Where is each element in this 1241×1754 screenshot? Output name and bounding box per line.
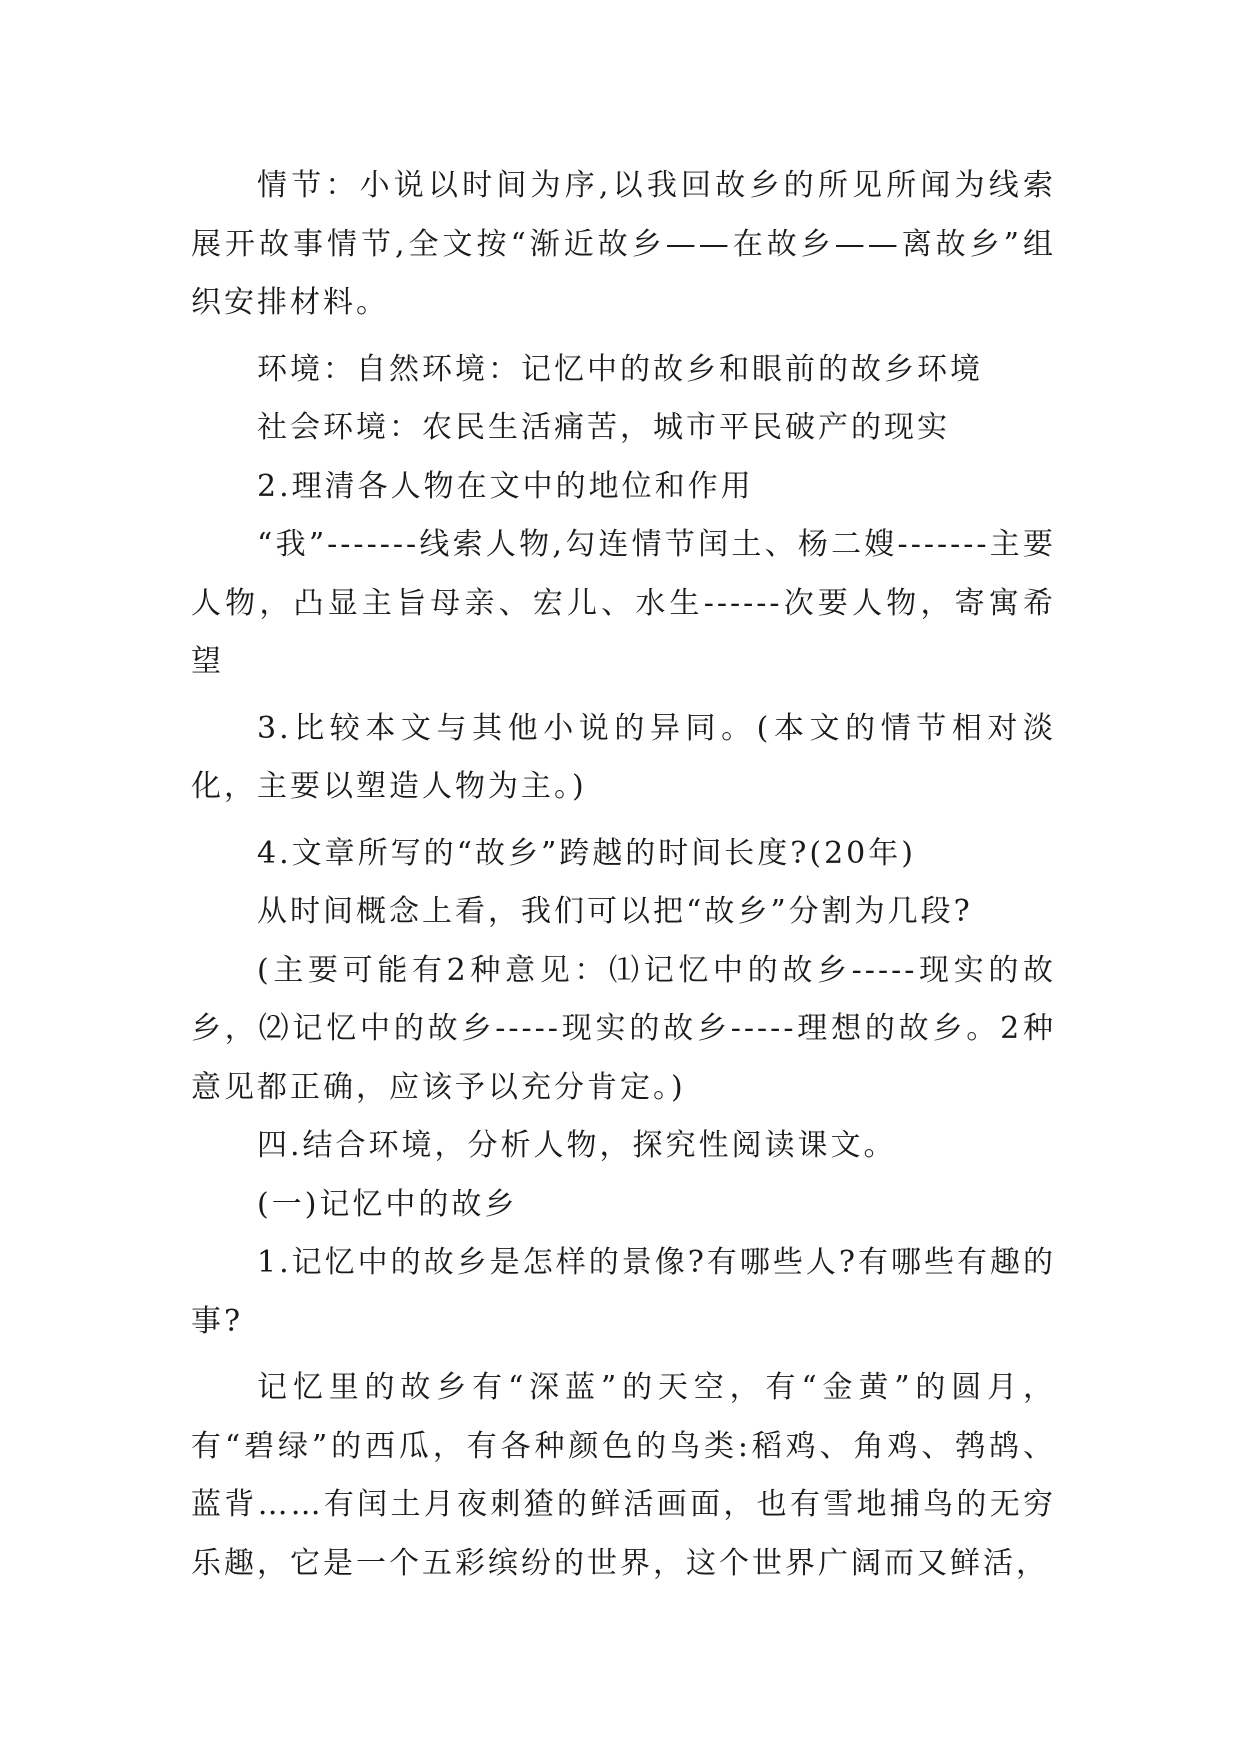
- paragraph-environment: 环境：自然环境：记忆中的故乡和眼前的故乡环境: [257, 351, 983, 387]
- subsection-heading-memory: (一)记忆中的故乡: [257, 1186, 518, 1222]
- paragraph-memory-description: 记忆里的故乡有“深蓝”的天空，有“金黄”的圆月，有“碧绿”的西瓜，有各种颜色的鸟类:稻鸡、角鸡、鹁鸪、蓝背……有闰土月夜刺猹的鲜活画面，也有雪地捕鸟的无穷乐趣，它是一个五彩缤纷的世界，这个世界广阔而又鲜活，: [191, 1370, 1056, 1581]
- paragraph-time-segments: 从时间概念上看，我们可以把“故乡”分割为几段?: [257, 894, 973, 929]
- paragraph-question-1: 1.记忆中的故乡是怎样的景像?有哪些人?有哪些有趣的事?: [191, 1245, 1056, 1339]
- document-body: [191, 157, 1056, 1593]
- paragraph-item-2: 2.理清各人物在文中的地位和作用: [257, 468, 754, 504]
- section-heading-four: 四.结合环境，分析人物，探究性阅读课文。: [257, 1128, 897, 1163]
- paragraph-social-environment: 社会环境：农民生活痛苦，城市平民破产的现实: [257, 410, 950, 445]
- paragraph-item-3: 3.比较本文与其他小说的异同。(本文的情节相对淡化，主要以塑造人物为主。): [191, 710, 1056, 804]
- paragraph-characters: “我”-------线索人物,勾连情节闰土、杨二嫂-------主要人物，凸显主旨母亲、宏儿、水生------次要人物，寄寓希望: [191, 527, 1056, 679]
- paragraph-opinions: (主要可能有2种意见：⑴记忆中的故乡-----现实的故乡，⑵记忆中的故乡-----现实的故乡-----理想的故乡。2种意见都正确，应该予以充分肯定。): [191, 952, 1056, 1105]
- paragraph-plot: 情节：小说以时间为序,以我回故乡的所见所闻为线索展开故事情节,全文按“渐近故乡——在故乡——离故乡”组织安排材料。: [191, 168, 1056, 320]
- paragraph-item-4: 4.文章所写的“故乡”跨越的时间长度?(20年): [257, 835, 916, 871]
